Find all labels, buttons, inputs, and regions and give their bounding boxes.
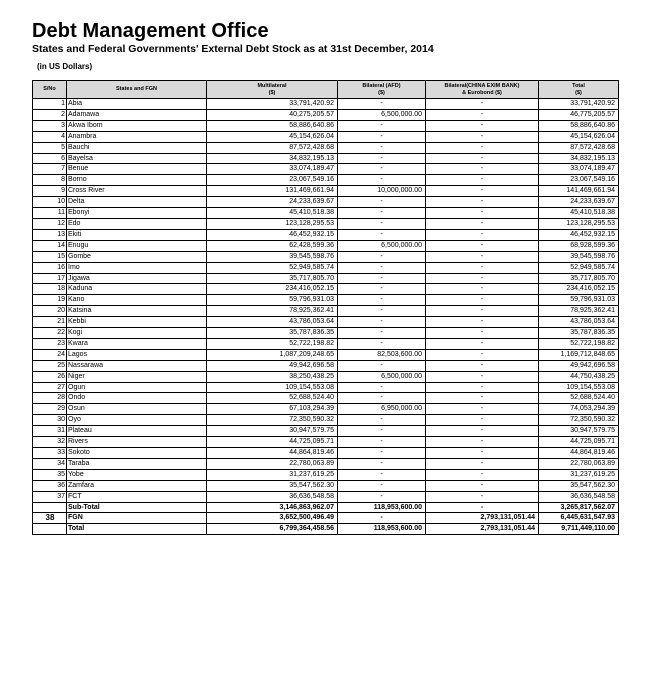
cell-total: 141,469,661.94	[539, 186, 619, 197]
cell-state: Taraba	[67, 458, 207, 469]
cell-state: Kaduna	[67, 284, 207, 295]
table-row	[33, 284, 619, 295]
cell-bilateral-afd: -	[338, 262, 426, 273]
cell-bilateral-china: -	[426, 142, 539, 153]
cell-total: 43,786,053.64	[539, 317, 619, 328]
cell-multilateral: 1,087,209,248.65	[207, 349, 338, 360]
cell-sno: 29	[33, 404, 67, 415]
table-row	[33, 393, 619, 404]
page-title: Debt Management Office	[32, 20, 269, 42]
cell-total: 87,572,428.68	[539, 142, 619, 153]
cell-state: Ekiti	[67, 229, 207, 240]
table-row	[33, 142, 619, 153]
cell-multilateral: 38,250,438.25	[207, 371, 338, 382]
cell-total: 46,452,932.15	[539, 229, 619, 240]
cell-state: Katsina	[67, 306, 207, 317]
cell-bilateral-afd: -	[338, 284, 426, 295]
cell-total: 33,791,420.92	[539, 99, 619, 110]
cell-bilateral-china: -	[426, 240, 539, 251]
cell-bilateral-afd: 6,500,000.00	[338, 109, 426, 120]
cell-multilateral: 35,717,805.70	[207, 273, 338, 284]
cell-bilateral-afd: 6,950,000.00	[338, 404, 426, 415]
cell-sno: 23	[33, 338, 67, 349]
cell-sno: 19	[33, 295, 67, 306]
cell-bilateral-afd: -	[338, 131, 426, 142]
table-row	[33, 262, 619, 273]
col-header-state: States and FGN	[67, 81, 207, 99]
table-body	[33, 99, 619, 535]
cell-sno: 7	[33, 164, 67, 175]
cell-bilateral-afd: -	[338, 295, 426, 306]
cell-multilateral: 39,545,598.76	[207, 251, 338, 262]
cell-state: Plateau	[67, 426, 207, 437]
cell-bilateral-china: -	[426, 295, 539, 306]
cell-sno: 5	[33, 142, 67, 153]
cell-total: 46,775,205.57	[539, 109, 619, 120]
cell-total: 24,233,639.67	[539, 197, 619, 208]
cell-total: 234,416,052.15	[539, 284, 619, 295]
table-row	[33, 360, 619, 371]
cell-sno	[33, 524, 67, 535]
col-header-bilateral-afd: Bilateral (AFD) ($)	[338, 81, 426, 99]
cell-state: Imo	[67, 262, 207, 273]
cell-bilateral-china: -	[426, 120, 539, 131]
cell-multilateral: 52,722,198.82	[207, 338, 338, 349]
cell-total: 3,265,817,562.07	[539, 502, 619, 513]
cell-total: 45,154,626.04	[539, 131, 619, 142]
cell-sno: 9	[33, 186, 67, 197]
cell-state: Kebbi	[67, 317, 207, 328]
cell-bilateral-china: -	[426, 426, 539, 437]
cell-state: Kano	[67, 295, 207, 306]
cell-bilateral-afd: -	[338, 120, 426, 131]
cell-state: Kogi	[67, 328, 207, 339]
cell-multilateral: 67,103,294.39	[207, 404, 338, 415]
table-row	[33, 120, 619, 131]
cell-bilateral-china: -	[426, 502, 539, 513]
cell-total: 23,067,549.16	[539, 175, 619, 186]
cell-bilateral-afd: -	[338, 208, 426, 219]
cell-multilateral: 123,128,295.53	[207, 218, 338, 229]
cell-state: Niger	[67, 371, 207, 382]
table-row	[33, 218, 619, 229]
cell-bilateral-afd: -	[338, 448, 426, 459]
table-row	[33, 131, 619, 142]
cell-sno: 27	[33, 382, 67, 393]
cell-multilateral: 58,886,640.86	[207, 120, 338, 131]
cell-total: 9,711,449,110.00	[539, 524, 619, 535]
table-row	[33, 415, 619, 426]
cell-bilateral-afd: 118,953,600.00	[338, 502, 426, 513]
cell-bilateral-afd: -	[338, 393, 426, 404]
cell-multilateral: 131,469,661.94	[207, 186, 338, 197]
cell-bilateral-afd: 10,000,000.00	[338, 186, 426, 197]
cell-total: 33,074,189.47	[539, 164, 619, 175]
cell-bilateral-afd: -	[338, 251, 426, 262]
cell-bilateral-china: -	[426, 164, 539, 175]
cell-bilateral-afd: -	[338, 437, 426, 448]
cell-multilateral: 34,832,195.13	[207, 153, 338, 164]
col-header-bilateral-china: Bilateral(CHINA EXIM BANK) & Eurobond ($)	[426, 81, 539, 99]
cell-bilateral-china: -	[426, 458, 539, 469]
cell-state: Zamfara	[67, 480, 207, 491]
cell-bilateral-china: -	[426, 349, 539, 360]
cell-state: Bauchi	[67, 142, 207, 153]
cell-total: 123,128,295.53	[539, 218, 619, 229]
table-row	[33, 404, 619, 415]
cell-state: FCT	[67, 491, 207, 502]
table-row	[33, 480, 619, 491]
cell-multilateral: 33,074,189.47	[207, 164, 338, 175]
cell-sno: 32	[33, 437, 67, 448]
cell-sno: 1	[33, 99, 67, 110]
cell-state: Total	[67, 524, 207, 535]
cell-total: 109,154,553.08	[539, 382, 619, 393]
cell-multilateral: 35,787,836.35	[207, 328, 338, 339]
cell-sno: 12	[33, 218, 67, 229]
cell-bilateral-afd: -	[338, 360, 426, 371]
cell-sno: 4	[33, 131, 67, 142]
table-row	[33, 371, 619, 382]
cell-multilateral: 3,146,863,962.07	[207, 502, 338, 513]
cell-multilateral: 36,636,548.58	[207, 491, 338, 502]
cell-sno: 35	[33, 469, 67, 480]
cell-state: Edo	[67, 218, 207, 229]
cell-state: Nassarawa	[67, 360, 207, 371]
cell-total: 52,949,585.74	[539, 262, 619, 273]
col-header-sno: S/No	[33, 81, 67, 99]
cell-multilateral: 40,275,205.57	[207, 109, 338, 120]
cell-sno: 17	[33, 273, 67, 284]
cell-multilateral: 234,416,052.15	[207, 284, 338, 295]
cell-sno: 8	[33, 175, 67, 186]
cell-bilateral-china: -	[426, 131, 539, 142]
cell-sno: 16	[33, 262, 67, 273]
cell-multilateral: 72,350,590.32	[207, 415, 338, 426]
cell-sno: 24	[33, 349, 67, 360]
summary-row	[33, 513, 619, 524]
cell-bilateral-china: -	[426, 99, 539, 110]
cell-bilateral-china: -	[426, 208, 539, 219]
table-row	[33, 251, 619, 262]
cell-bilateral-china: -	[426, 360, 539, 371]
cell-total: 59,796,931.03	[539, 295, 619, 306]
cell-bilateral-china: -	[426, 262, 539, 273]
cell-total: 35,547,562.30	[539, 480, 619, 491]
cell-sno: 31	[33, 426, 67, 437]
col-header-multilateral: Multilateral ($)	[207, 81, 338, 99]
cell-state: Cross River	[67, 186, 207, 197]
table-row	[33, 437, 619, 448]
table-row	[33, 469, 619, 480]
cell-bilateral-afd: -	[338, 426, 426, 437]
cell-state: Benue	[67, 164, 207, 175]
table-row	[33, 306, 619, 317]
table-row	[33, 153, 619, 164]
cell-bilateral-afd: -	[338, 197, 426, 208]
cell-total: 44,864,819.46	[539, 448, 619, 459]
table-row	[33, 317, 619, 328]
cell-state: Jigawa	[67, 273, 207, 284]
cell-bilateral-afd: -	[338, 175, 426, 186]
cell-multilateral: 30,947,579.75	[207, 426, 338, 437]
cell-state: Ogun	[67, 382, 207, 393]
cell-sno: 14	[33, 240, 67, 251]
table-row	[33, 229, 619, 240]
cell-total: 30,947,579.75	[539, 426, 619, 437]
cell-sno: 34	[33, 458, 67, 469]
cell-bilateral-afd: -	[338, 491, 426, 502]
cell-state: Enugu	[67, 240, 207, 251]
table-row	[33, 426, 619, 437]
cell-bilateral-china: -	[426, 197, 539, 208]
cell-bilateral-china: -	[426, 480, 539, 491]
cell-sno: 13	[33, 229, 67, 240]
cell-total: 1,169,712,848.65	[539, 349, 619, 360]
cell-bilateral-china: 2,793,131,051.44	[426, 513, 539, 524]
table-row	[33, 164, 619, 175]
cell-bilateral-afd: -	[338, 164, 426, 175]
cell-sno: 2	[33, 109, 67, 120]
cell-state: Delta	[67, 197, 207, 208]
cell-total: 39,545,598.76	[539, 251, 619, 262]
cell-sno	[33, 502, 67, 513]
cell-state: Abia	[67, 99, 207, 110]
table-row	[33, 338, 619, 349]
cell-sno: 36	[33, 480, 67, 491]
cell-state: Osun	[67, 404, 207, 415]
cell-sno: 18	[33, 284, 67, 295]
cell-bilateral-china: -	[426, 415, 539, 426]
cell-multilateral: 45,410,518.38	[207, 208, 338, 219]
cell-sno: 33	[33, 448, 67, 459]
cell-bilateral-afd: -	[338, 415, 426, 426]
summary-row	[33, 502, 619, 513]
cell-total: 44,750,438.25	[539, 371, 619, 382]
cell-bilateral-china: -	[426, 328, 539, 339]
cell-total: 35,717,805.70	[539, 273, 619, 284]
cell-state: Kwara	[67, 338, 207, 349]
cell-sno: 28	[33, 393, 67, 404]
cell-multilateral: 24,233,639.67	[207, 197, 338, 208]
cell-sno: 11	[33, 208, 67, 219]
cell-total: 34,832,195.13	[539, 153, 619, 164]
cell-state: Gombe	[67, 251, 207, 262]
cell-sno: 25	[33, 360, 67, 371]
cell-bilateral-china: -	[426, 437, 539, 448]
cell-bilateral-afd: -	[338, 513, 426, 524]
cell-total: 31,237,619.25	[539, 469, 619, 480]
cell-bilateral-afd: -	[338, 99, 426, 110]
cell-state: Bayelsa	[67, 153, 207, 164]
cell-total: 68,928,599.36	[539, 240, 619, 251]
cell-multilateral: 109,154,553.08	[207, 382, 338, 393]
cell-bilateral-afd: -	[338, 306, 426, 317]
cell-multilateral: 23,067,549.16	[207, 175, 338, 186]
cell-multilateral: 62,428,599.36	[207, 240, 338, 251]
cell-state: Anambra	[67, 131, 207, 142]
cell-sno: 38	[33, 513, 67, 524]
table-row	[33, 99, 619, 110]
cell-sno: 20	[33, 306, 67, 317]
cell-multilateral: 52,949,585.74	[207, 262, 338, 273]
table-row	[33, 458, 619, 469]
cell-bilateral-china: -	[426, 491, 539, 502]
cell-sno: 6	[33, 153, 67, 164]
cell-sno: 30	[33, 415, 67, 426]
table-row	[33, 208, 619, 219]
currency-unit-note: (in US Dollars)	[37, 62, 93, 71]
cell-bilateral-china: -	[426, 251, 539, 262]
cell-bilateral-china: -	[426, 306, 539, 317]
cell-bilateral-china: -	[426, 175, 539, 186]
cell-multilateral: 43,786,053.64	[207, 317, 338, 328]
table-header-row	[33, 81, 619, 99]
cell-bilateral-afd: -	[338, 273, 426, 284]
cell-total: 35,787,836.35	[539, 328, 619, 339]
cell-state: Borno	[67, 175, 207, 186]
cell-sno: 3	[33, 120, 67, 131]
cell-bilateral-china: -	[426, 338, 539, 349]
cell-bilateral-china: 2,793,131,051.44	[426, 524, 539, 535]
cell-bilateral-afd: -	[338, 218, 426, 229]
table-row	[33, 186, 619, 197]
table-row	[33, 295, 619, 306]
cell-state: Ondo	[67, 393, 207, 404]
cell-bilateral-china: -	[426, 371, 539, 382]
table-row	[33, 349, 619, 360]
cell-bilateral-china: -	[426, 393, 539, 404]
cell-multilateral: 46,452,932.15	[207, 229, 338, 240]
cell-bilateral-afd: -	[338, 317, 426, 328]
cell-state: Yobe	[67, 469, 207, 480]
cell-multilateral: 44,864,819.46	[207, 448, 338, 459]
cell-total: 78,925,362.41	[539, 306, 619, 317]
cell-bilateral-afd: -	[338, 153, 426, 164]
cell-multilateral: 6,799,364,458.56	[207, 524, 338, 535]
cell-total: 44,725,095.71	[539, 437, 619, 448]
cell-multilateral: 87,572,428.68	[207, 142, 338, 153]
cell-state: Sub-Total	[67, 502, 207, 513]
cell-sno: 21	[33, 317, 67, 328]
cell-bilateral-china: -	[426, 153, 539, 164]
cell-multilateral: 3,652,500,496.49	[207, 513, 338, 524]
cell-multilateral: 22,780,063.89	[207, 458, 338, 469]
table-row	[33, 382, 619, 393]
cell-multilateral: 45,154,626.04	[207, 131, 338, 142]
cell-sno: 15	[33, 251, 67, 262]
summary-row	[33, 524, 619, 535]
cell-bilateral-china: -	[426, 229, 539, 240]
cell-state: Rivers	[67, 437, 207, 448]
cell-bilateral-china: -	[426, 284, 539, 295]
cell-state: FGN	[67, 513, 207, 524]
cell-bilateral-afd: -	[338, 142, 426, 153]
cell-multilateral: 59,796,931.03	[207, 295, 338, 306]
cell-bilateral-china: -	[426, 109, 539, 120]
cell-total: 22,780,063.89	[539, 458, 619, 469]
cell-total: 45,410,518.38	[539, 208, 619, 219]
cell-bilateral-afd: -	[338, 458, 426, 469]
cell-bilateral-china: -	[426, 273, 539, 284]
cell-bilateral-afd: -	[338, 229, 426, 240]
cell-state: Lagos	[67, 349, 207, 360]
cell-state: Adamawa	[67, 109, 207, 120]
cell-state: Ebonyi	[67, 208, 207, 219]
cell-bilateral-afd: -	[338, 382, 426, 393]
cell-bilateral-afd: -	[338, 338, 426, 349]
table-row	[33, 109, 619, 120]
cell-bilateral-afd: -	[338, 328, 426, 339]
table-row	[33, 491, 619, 502]
cell-bilateral-china: -	[426, 404, 539, 415]
cell-sno: 22	[33, 328, 67, 339]
cell-bilateral-china: -	[426, 382, 539, 393]
cell-multilateral: 31,237,619.25	[207, 469, 338, 480]
col-header-total: Total ($)	[539, 81, 619, 99]
cell-total: 58,886,640.86	[539, 120, 619, 131]
cell-bilateral-china: -	[426, 186, 539, 197]
debt-stock-table	[32, 80, 619, 535]
cell-bilateral-afd: -	[338, 469, 426, 480]
cell-multilateral: 78,925,362.41	[207, 306, 338, 317]
cell-total: 72,350,590.32	[539, 415, 619, 426]
cell-bilateral-china: -	[426, 448, 539, 459]
cell-bilateral-china: -	[426, 317, 539, 328]
cell-total: 52,688,524.40	[539, 393, 619, 404]
cell-sno: 26	[33, 371, 67, 382]
cell-total: 52,722,198.82	[539, 338, 619, 349]
cell-bilateral-china: -	[426, 218, 539, 229]
cell-state: Oyo	[67, 415, 207, 426]
cell-total: 6,445,631,547.93	[539, 513, 619, 524]
cell-bilateral-china: -	[426, 469, 539, 480]
table-row	[33, 328, 619, 339]
cell-bilateral-afd: 6,500,000.00	[338, 240, 426, 251]
cell-bilateral-afd: 118,953,600.00	[338, 524, 426, 535]
cell-total: 74,053,294.39	[539, 404, 619, 415]
table-row	[33, 448, 619, 459]
table-row	[33, 175, 619, 186]
cell-multilateral: 49,942,696.58	[207, 360, 338, 371]
cell-multilateral: 44,725,095.71	[207, 437, 338, 448]
cell-multilateral: 35,547,562.30	[207, 480, 338, 491]
cell-multilateral: 52,688,524.40	[207, 393, 338, 404]
cell-sno: 10	[33, 197, 67, 208]
page-subtitle: States and Federal Governments' External Debt Stock as at 31st December, 2014	[32, 43, 434, 55]
cell-bilateral-afd: -	[338, 480, 426, 491]
cell-total: 49,942,696.58	[539, 360, 619, 371]
table-row	[33, 197, 619, 208]
cell-total: 36,636,548.58	[539, 491, 619, 502]
cell-state: Akwa Ibom	[67, 120, 207, 131]
table-row	[33, 240, 619, 251]
cell-bilateral-afd: 82,503,600.00	[338, 349, 426, 360]
cell-multilateral: 33,791,420.92	[207, 99, 338, 110]
cell-state: Sokoto	[67, 448, 207, 459]
table-row	[33, 273, 619, 284]
cell-sno: 37	[33, 491, 67, 502]
cell-bilateral-afd: 6,500,000.00	[338, 371, 426, 382]
